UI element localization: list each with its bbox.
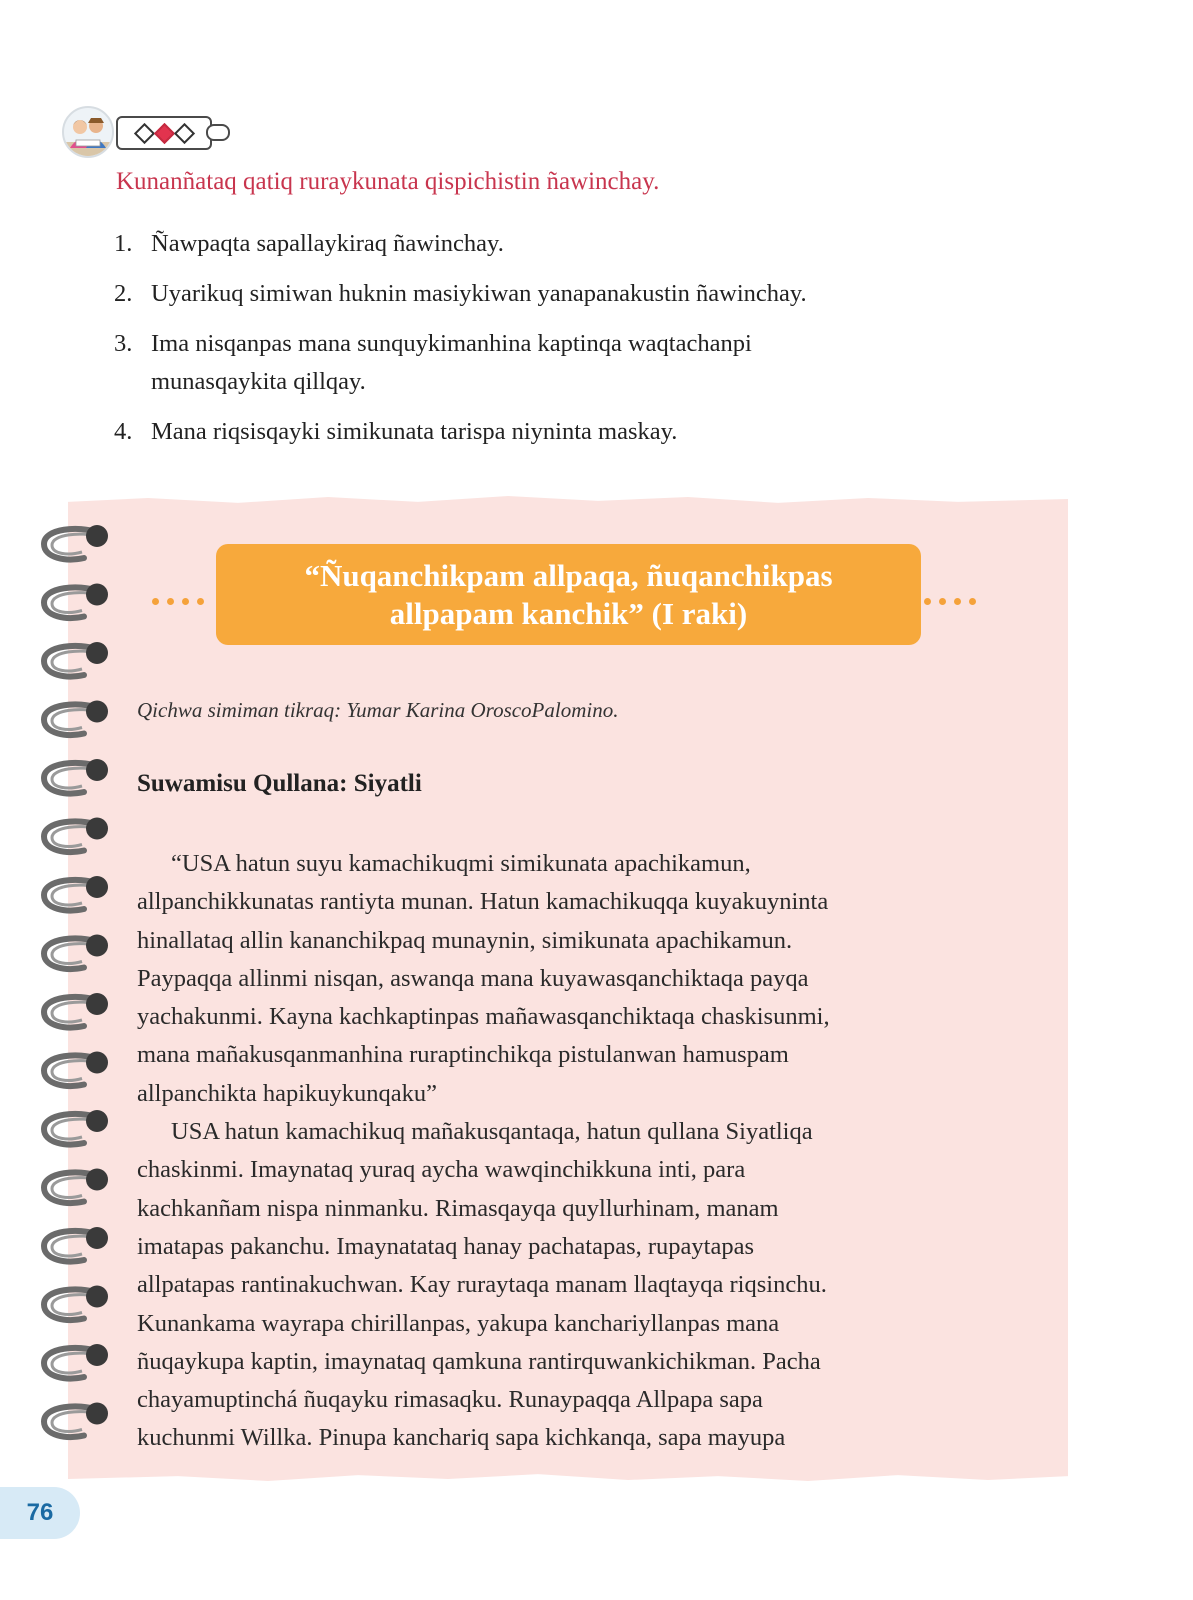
story-author: Suwamisu Qullana: Siyatli: [137, 770, 422, 797]
spiral-ring-icon: [44, 1344, 108, 1378]
spiral-ring-icon: [44, 1169, 108, 1203]
story-title: “Ñuqanchikpam allpaqa, ñuqanchikpas allpapam kanchik” (I raki): [304, 557, 833, 631]
spiral-ring-icon: [44, 701, 108, 735]
title-dots-right: [924, 598, 976, 605]
spiral-ring-icon: [44, 935, 108, 969]
spiral-ring-icon: [44, 876, 108, 910]
spiral-ring-icon: [44, 525, 108, 559]
spiral-ring-icon: [44, 993, 108, 1027]
difficulty-level-indicator: [116, 116, 212, 150]
spiral-ring-icon: [44, 818, 108, 852]
spiral-ring-icon: [44, 1286, 108, 1320]
step-number: 4.: [114, 418, 133, 445]
story-paragraph: “USA hatun suyu kamachikuqmi simikunata apachikamun, allpanchikkunatas rantiyta munan. Hatun kamachikuqqa kuyakuyninta hinallataq allin kananchikpaq munaynin, simikunata apachikamun. Paypaqqa allinmi nisqan, aswanqa mana kuyawasqanchiktaqa payqa yachakunmi. Kayna kachkaptinpas mañawasqanchiktaqa chaskisunmi, mana mañakusqanmanhina ruraptinchikqa pistulanwan hamuspam allpanchikta hapikuykunqaku”: [137, 850, 830, 1107]
story-title-box: [216, 544, 921, 645]
spiral-ring-icon: [44, 1403, 108, 1437]
step-text: Ima nisqanpas mana sunquykimanhina kaptinqa waqtachanpi: [151, 330, 752, 357]
story-paragraph: USA hatun kamachikuq mañakusqantaqa, hatun qullana Siyatliqa chaskinmi. Imaynataq yuraq aycha wawqinchikkuna inti, para kachkanñam nispa ninmanku. Rimasqayqa quyllurhinam, manam imatapas pakanchu. Imaynatataq hanay pachatapas, rupaytapas allpatapas rantinakuchwan. Kay ruraytaqa manam llaqtayqa riqsinchu. Kunankama wayrapa chirillanpas, yakupa kanchariyllanpas mana ñuqaykupa kaptin, imaynataq qamkuna rantirquwankichikman. Pacha chayamuptinchá ñuqayku rimasaqku. Runaypaqqa Allpapa sapa kuchunmi Willka. Pinupa kanchariq sapa kichkanqa, sapa mayupa: [137, 1118, 827, 1452]
tag-loop-icon: [206, 124, 230, 141]
spiral-ring-icon: [44, 1052, 108, 1086]
step-item: [114, 325, 1014, 401]
activity-instruction: Kunanñataq qatiq ruraykunata qispichistin ñawinchay.: [116, 168, 660, 195]
diamond-filled-icon: [153, 122, 174, 143]
diamond-outline-icon: [173, 122, 194, 143]
spiral-ring-icon: [44, 642, 108, 676]
spiral-ring-icon: [44, 1110, 108, 1144]
step-item: [114, 275, 1014, 313]
spiral-binding-icon: [40, 514, 112, 1444]
title-dots-left: [152, 598, 204, 605]
step-number: 2.: [114, 280, 133, 307]
spiral-ring-icon: [44, 759, 108, 793]
step-number: 3.: [114, 330, 133, 357]
spiral-ring-icon: [44, 1227, 108, 1261]
step-text: Mana riqsisqayki simikunata tarispa niyninta maskay.: [151, 418, 678, 445]
spiral-ring-icon: [44, 584, 108, 618]
step-item: [114, 413, 1014, 451]
instruction-steps: [114, 225, 1014, 463]
page-number: 76: [0, 1487, 80, 1539]
translator-credit: Qichwa simiman tikraq: Yumar Karina OroscoPalomino.: [137, 698, 619, 722]
step-item: [114, 225, 1014, 263]
step-text: Ñawpaqta sapallaykiraq ñawinchay.: [151, 230, 504, 257]
step-text-continued: munasqaykita qillqay.: [151, 368, 366, 395]
step-number: 1.: [114, 230, 133, 257]
diamond-outline-icon: [133, 122, 154, 143]
story-body: [137, 845, 977, 1458]
step-text: Uyarikuq simiwan huknin masiykiwan yanapanakustin ñawinchay.: [151, 280, 807, 307]
two-children-reading-icon: [62, 106, 114, 158]
